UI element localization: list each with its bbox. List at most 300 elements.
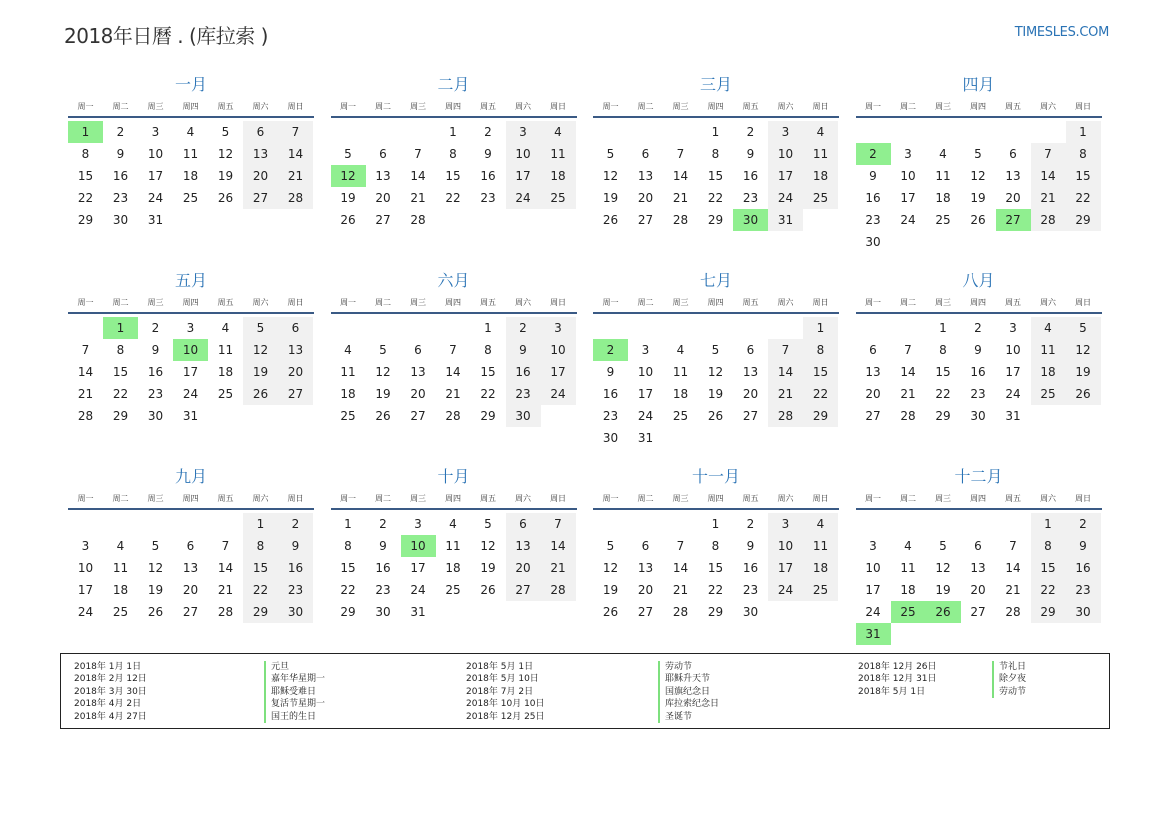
month-2 bbox=[331, 74, 577, 248]
day-cell: 21 bbox=[900, 387, 916, 401]
day-cell: 13 bbox=[243, 143, 278, 165]
weekday-label: 周二 bbox=[637, 297, 654, 307]
day-cell: 13 bbox=[278, 339, 313, 361]
day-cell: 24 bbox=[77, 605, 94, 619]
day-cell: 23 bbox=[112, 191, 129, 205]
day-cell: 3 bbox=[151, 125, 160, 139]
day-cell: 1 bbox=[1031, 513, 1066, 535]
day-cell: 31 bbox=[768, 209, 803, 231]
weekday-label: 周六 bbox=[252, 101, 269, 111]
day-cell: 9 bbox=[379, 539, 387, 553]
day-cell: 27 bbox=[375, 213, 391, 227]
day-cell: 7 bbox=[1031, 143, 1066, 165]
weekday-label: 周六 bbox=[515, 493, 531, 503]
day-cell: 10 bbox=[865, 561, 881, 575]
month-10 bbox=[331, 466, 577, 640]
day-cell: 11 bbox=[672, 365, 689, 379]
day-cell: 23 bbox=[742, 191, 759, 205]
day-cell: 28 bbox=[672, 605, 689, 619]
day-cell: 19 bbox=[1066, 361, 1101, 383]
day-cell: 4 bbox=[803, 121, 838, 143]
day-cell: 23 bbox=[278, 579, 313, 601]
day-cell: 19 bbox=[935, 583, 951, 597]
day-cell: 3 bbox=[414, 517, 422, 531]
weekday-label: 周六 bbox=[252, 297, 269, 307]
day-cell: 5 bbox=[379, 343, 387, 357]
day-cell: 28 bbox=[1005, 605, 1021, 619]
day-cell: 10 bbox=[637, 365, 654, 379]
holiday-day-cell: 25 bbox=[891, 601, 926, 623]
day-cell: 12 bbox=[480, 539, 496, 553]
day-cell: 11 bbox=[112, 561, 129, 575]
day-cell: 7 bbox=[414, 147, 422, 161]
day-cell: 21 bbox=[768, 383, 803, 405]
day-cell: 3 bbox=[1009, 321, 1017, 335]
weekday-label: 周日 bbox=[287, 297, 304, 307]
legend-holiday-name: 复活节星期一 bbox=[271, 699, 326, 710]
weekday-label: 周二 bbox=[637, 493, 654, 503]
weekday-label: 周日 bbox=[812, 493, 829, 503]
day-cell: 30 bbox=[506, 405, 541, 427]
legend-holiday-name: 库拉索纪念日 bbox=[665, 699, 720, 710]
legend-date: 2018年 2月 12日 bbox=[74, 674, 147, 685]
day-cell: 15 bbox=[445, 169, 461, 183]
day-cell: 5 bbox=[939, 539, 947, 553]
day-cell: 4 bbox=[939, 147, 947, 161]
day-cell: 7 bbox=[221, 539, 230, 553]
day-cell: 10 bbox=[1005, 343, 1021, 357]
legend-names bbox=[658, 661, 719, 723]
legend-date: 2018年 3月 30日 bbox=[74, 686, 147, 697]
day-cell: 15 bbox=[112, 365, 129, 379]
day-cell: 11 bbox=[445, 539, 461, 553]
day-cell: 8 bbox=[116, 343, 125, 357]
day-cell: 6 bbox=[869, 343, 877, 357]
weekday-label: 周日 bbox=[287, 493, 304, 503]
day-cell: 31 bbox=[147, 213, 164, 227]
weekday-label: 周五 bbox=[217, 297, 234, 307]
day-cell: 25 bbox=[935, 213, 951, 227]
day-cell: 18 bbox=[1031, 361, 1066, 383]
day-cell: 20 bbox=[637, 583, 654, 597]
day-cell: 18 bbox=[112, 583, 129, 597]
weekday-label: 周二 bbox=[900, 101, 916, 111]
weekday-label: 周四 bbox=[182, 101, 199, 111]
holiday-day-cell: 26 bbox=[926, 601, 961, 623]
day-cell: 2 bbox=[379, 517, 387, 531]
day-cell: 30 bbox=[1066, 601, 1101, 623]
day-cell: 11 bbox=[900, 561, 916, 575]
day-cell: 24 bbox=[768, 579, 803, 601]
day-cell: 20 bbox=[243, 165, 278, 187]
day-cell: 13 bbox=[970, 561, 986, 575]
day-cell: 27 bbox=[865, 409, 881, 423]
day-cell: 30 bbox=[742, 605, 759, 619]
day-cell: 15 bbox=[707, 169, 724, 183]
day-cell: 11 bbox=[803, 143, 838, 165]
weekday-label: 周五 bbox=[742, 297, 759, 307]
holiday-day-cell: 30 bbox=[733, 209, 768, 231]
weekday-label: 周三 bbox=[147, 101, 164, 111]
day-cell: 19 bbox=[340, 191, 356, 205]
day-cell: 12 bbox=[602, 169, 619, 183]
weekday-label: 周二 bbox=[375, 101, 391, 111]
day-cell: 14 bbox=[1031, 165, 1066, 187]
day-cell: 8 bbox=[711, 147, 720, 161]
day-cell: 31 bbox=[637, 431, 654, 445]
day-cell: 21 bbox=[672, 191, 689, 205]
day-cell: 7 bbox=[278, 121, 313, 143]
day-cell: 2 bbox=[746, 125, 755, 139]
day-cell: 30 bbox=[970, 409, 986, 423]
weekday-label: 周一 bbox=[865, 493, 881, 503]
legend-dates bbox=[466, 661, 545, 723]
weekday-label: 周三 bbox=[672, 297, 689, 307]
day-cell: 17 bbox=[768, 165, 803, 187]
site-link[interactable]: TIMESLES.COM bbox=[1014, 25, 1109, 40]
day-cell: 6 bbox=[746, 343, 755, 357]
day-cell: 15 bbox=[803, 361, 838, 383]
holiday-day-cell: 2 bbox=[856, 143, 891, 165]
day-cell: 19 bbox=[970, 191, 986, 205]
day-cell: 17 bbox=[865, 583, 881, 597]
month-1 bbox=[68, 74, 314, 248]
holiday-legend bbox=[60, 653, 1110, 729]
day-cell: 28 bbox=[278, 187, 313, 209]
weekday-label: 周三 bbox=[672, 101, 689, 111]
weekday-label: 周五 bbox=[1005, 297, 1021, 307]
weekday-label: 周一 bbox=[865, 297, 881, 307]
legend-holiday-name: 劳动节 bbox=[999, 686, 1027, 697]
day-cell: 14 bbox=[768, 361, 803, 383]
day-cell: 12 bbox=[935, 561, 951, 575]
day-cell: 14 bbox=[900, 365, 916, 379]
day-cell: 17 bbox=[900, 191, 916, 205]
day-cell: 28 bbox=[410, 213, 426, 227]
weekday-header bbox=[593, 488, 839, 510]
day-cell: 29 bbox=[340, 605, 356, 619]
legend-holiday-name: 耶稣受难日 bbox=[271, 686, 317, 697]
legend-date: 2018年 5月 10日 bbox=[466, 674, 539, 685]
day-cell: 4 bbox=[116, 539, 125, 553]
month-name: 九月 bbox=[174, 467, 207, 486]
legend-date: 2018年 12月 26日 bbox=[858, 662, 937, 672]
day-cell: 7 bbox=[676, 539, 685, 553]
day-cell: 28 bbox=[900, 409, 916, 423]
day-cell: 30 bbox=[278, 601, 313, 623]
legend-holiday-name: 节礼日 bbox=[999, 662, 1027, 672]
day-cell: 13 bbox=[637, 561, 654, 575]
day-cell: 1 bbox=[484, 321, 492, 335]
holiday-day-cell: 10 bbox=[173, 339, 208, 361]
holiday-day-cell: 2 bbox=[593, 339, 628, 361]
day-cell: 14 bbox=[541, 535, 576, 557]
day-cell: 22 bbox=[340, 583, 356, 597]
weekday-label: 周三 bbox=[935, 101, 951, 111]
day-cell: 12 bbox=[602, 561, 619, 575]
day-cell: 19 bbox=[147, 583, 164, 597]
weekday-header bbox=[68, 488, 314, 510]
day-cell: 11 bbox=[217, 343, 234, 357]
day-cell: 29 bbox=[77, 213, 94, 227]
day-cell: 17 bbox=[182, 365, 199, 379]
weekday-label: 周四 bbox=[970, 493, 986, 503]
day-grid bbox=[331, 510, 576, 640]
day-cell: 22 bbox=[803, 383, 838, 405]
day-cell: 27 bbox=[742, 409, 759, 423]
day-cell: 24 bbox=[1005, 387, 1021, 401]
day-cell: 29 bbox=[803, 405, 838, 427]
day-cell: 28 bbox=[768, 405, 803, 427]
day-cell: 26 bbox=[970, 213, 986, 227]
day-cell: 9 bbox=[974, 343, 982, 357]
weekday-label: 周六 bbox=[252, 493, 269, 503]
day-cell: 18 bbox=[935, 191, 951, 205]
day-cell: 2 bbox=[278, 513, 313, 535]
day-cell: 22 bbox=[445, 191, 461, 205]
weekday-label: 周二 bbox=[637, 101, 654, 111]
holiday-day-cell: 12 bbox=[331, 165, 366, 187]
day-cell: 14 bbox=[278, 143, 313, 165]
day-cell: 4 bbox=[449, 517, 457, 531]
day-cell: 26 bbox=[147, 605, 164, 619]
month-name: 十月 bbox=[437, 467, 470, 486]
day-cell: 22 bbox=[707, 583, 724, 597]
day-cell: 10 bbox=[900, 169, 916, 183]
day-cell: 5 bbox=[606, 539, 615, 553]
weekday-header bbox=[68, 96, 314, 118]
legend-holiday-name: 圣诞节 bbox=[665, 711, 693, 722]
day-cell: 25 bbox=[445, 583, 461, 597]
day-cell: 7 bbox=[541, 513, 576, 535]
day-cell: 15 bbox=[1031, 557, 1066, 579]
month-name: 三月 bbox=[699, 75, 732, 94]
weekday-label: 周二 bbox=[375, 493, 391, 503]
day-cell: 8 bbox=[711, 539, 720, 553]
day-cell: 16 bbox=[742, 561, 759, 575]
day-cell: 22 bbox=[1066, 187, 1101, 209]
day-cell: 12 bbox=[375, 365, 391, 379]
day-cell: 4 bbox=[221, 321, 230, 335]
legend-date: 2018年 12月 31日 bbox=[858, 674, 937, 685]
weekday-label: 周三 bbox=[672, 493, 689, 503]
day-cell: 29 bbox=[707, 605, 724, 619]
weekday-label: 周三 bbox=[410, 297, 426, 307]
legend-holiday-name: 国王的生日 bbox=[271, 711, 317, 722]
weekday-label: 周四 bbox=[445, 493, 461, 503]
month-5 bbox=[68, 270, 314, 444]
day-cell: 21 bbox=[410, 191, 426, 205]
day-cell: 9 bbox=[746, 539, 755, 553]
day-cell: 8 bbox=[449, 147, 457, 161]
day-cell: 4 bbox=[803, 513, 838, 535]
weekday-label: 周五 bbox=[217, 101, 234, 111]
weekday-header bbox=[856, 96, 1102, 118]
day-cell: 24 bbox=[768, 187, 803, 209]
day-cell: 5 bbox=[221, 125, 230, 139]
day-cell: 15 bbox=[340, 561, 356, 575]
day-cell: 9 bbox=[151, 343, 160, 357]
day-cell: 23 bbox=[602, 409, 619, 423]
legend-date: 2018年 4月 2日 bbox=[74, 699, 142, 710]
day-cell: 24 bbox=[541, 383, 576, 405]
weekday-label: 周二 bbox=[900, 493, 916, 503]
weekday-label: 周一 bbox=[77, 101, 94, 111]
day-cell: 12 bbox=[217, 147, 234, 161]
weekday-label: 周一 bbox=[602, 493, 619, 503]
day-cell: 3 bbox=[641, 343, 650, 357]
day-cell: 22 bbox=[935, 387, 951, 401]
month-12 bbox=[856, 466, 1102, 640]
day-cell: 8 bbox=[344, 539, 352, 553]
legend-holiday-name: 国旗纪念日 bbox=[665, 686, 711, 697]
day-cell: 13 bbox=[865, 365, 881, 379]
day-cell: 15 bbox=[707, 561, 724, 575]
weekday-label: 周三 bbox=[935, 297, 951, 307]
day-cell: 29 bbox=[1066, 209, 1101, 231]
day-cell: 5 bbox=[484, 517, 492, 531]
day-cell: 21 bbox=[1005, 583, 1021, 597]
day-cell: 16 bbox=[278, 557, 313, 579]
day-cell: 2 bbox=[506, 317, 541, 339]
day-cell: 14 bbox=[77, 365, 94, 379]
day-cell: 25 bbox=[340, 409, 356, 423]
day-grid bbox=[856, 314, 1101, 444]
weekday-label: 周五 bbox=[480, 493, 496, 503]
day-cell: 9 bbox=[278, 535, 313, 557]
day-cell: 8 bbox=[81, 147, 90, 161]
day-cell: 23 bbox=[1066, 579, 1101, 601]
day-cell: 10 bbox=[147, 147, 164, 161]
day-cell: 16 bbox=[970, 365, 986, 379]
month-name: 十二月 bbox=[954, 467, 1003, 486]
weekday-label: 周二 bbox=[112, 101, 129, 111]
day-cell: 31 bbox=[182, 409, 199, 423]
day-cell: 20 bbox=[637, 191, 654, 205]
day-cell: 4 bbox=[904, 539, 912, 553]
legend-names bbox=[992, 661, 1026, 698]
day-cell: 17 bbox=[147, 169, 164, 183]
day-cell: 22 bbox=[112, 387, 129, 401]
day-cell: 17 bbox=[410, 561, 426, 575]
day-cell: 29 bbox=[243, 601, 278, 623]
day-cell: 25 bbox=[217, 387, 234, 401]
day-cell: 6 bbox=[974, 539, 982, 553]
day-cell: 30 bbox=[112, 213, 129, 227]
day-cell: 30 bbox=[375, 605, 391, 619]
day-cell: 14 bbox=[672, 169, 689, 183]
legend-date: 2018年 10月 10日 bbox=[466, 699, 545, 710]
day-cell: 28 bbox=[77, 409, 94, 423]
day-cell: 8 bbox=[243, 535, 278, 557]
day-cell: 18 bbox=[340, 387, 356, 401]
day-cell: 3 bbox=[869, 539, 877, 553]
day-cell: 23 bbox=[147, 387, 164, 401]
weekday-label: 周五 bbox=[1005, 101, 1021, 111]
day-cell: 27 bbox=[182, 605, 199, 619]
day-cell: 24 bbox=[637, 409, 654, 423]
day-cell: 15 bbox=[1066, 165, 1101, 187]
day-cell: 15 bbox=[243, 557, 278, 579]
day-cell: 11 bbox=[935, 169, 951, 183]
day-cell: 20 bbox=[506, 557, 541, 579]
day-cell: 13 bbox=[506, 535, 541, 557]
day-cell: 25 bbox=[112, 605, 129, 619]
day-cell: 20 bbox=[970, 583, 986, 597]
day-cell: 13 bbox=[410, 365, 426, 379]
day-cell: 13 bbox=[637, 169, 654, 183]
day-cell: 11 bbox=[1031, 339, 1066, 361]
day-grid bbox=[331, 118, 576, 248]
day-cell: 26 bbox=[375, 409, 391, 423]
day-cell: 20 bbox=[182, 583, 199, 597]
legend-holiday-name: 元旦 bbox=[271, 662, 290, 672]
day-cell: 5 bbox=[606, 147, 615, 161]
day-cell: 16 bbox=[112, 169, 129, 183]
holiday-day-cell: 27 bbox=[996, 209, 1031, 231]
weekday-label: 周一 bbox=[340, 297, 356, 307]
day-cell: 14 bbox=[217, 561, 234, 575]
day-cell: 26 bbox=[340, 213, 356, 227]
weekday-header bbox=[593, 292, 839, 314]
day-cell: 23 bbox=[865, 213, 881, 227]
day-cell: 1 bbox=[803, 317, 838, 339]
weekday-label: 周一 bbox=[602, 297, 619, 307]
day-cell: 7 bbox=[676, 147, 685, 161]
weekday-label: 周日 bbox=[1075, 493, 1091, 503]
holiday-day-cell: 31 bbox=[856, 623, 891, 645]
day-grid bbox=[593, 118, 838, 248]
day-grid bbox=[68, 118, 313, 248]
weekday-label: 周六 bbox=[777, 493, 794, 503]
day-cell: 28 bbox=[1031, 209, 1066, 231]
day-grid bbox=[68, 314, 313, 444]
month-name: 十一月 bbox=[691, 467, 740, 486]
weekday-label: 周四 bbox=[445, 101, 461, 111]
day-cell: 18 bbox=[672, 387, 689, 401]
day-cell: 1 bbox=[243, 513, 278, 535]
day-cell: 7 bbox=[449, 343, 457, 357]
day-cell: 28 bbox=[217, 605, 234, 619]
day-cell: 21 bbox=[278, 165, 313, 187]
day-cell: 9 bbox=[606, 365, 615, 379]
day-cell: 7 bbox=[81, 343, 90, 357]
day-cell: 9 bbox=[1066, 535, 1101, 557]
weekday-header bbox=[331, 292, 577, 314]
holiday-day-cell: 10 bbox=[401, 535, 436, 557]
day-cell: 18 bbox=[803, 165, 838, 187]
day-cell: 6 bbox=[278, 317, 313, 339]
day-cell: 22 bbox=[480, 387, 496, 401]
weekday-label: 周三 bbox=[935, 493, 951, 503]
day-cell: 16 bbox=[742, 169, 759, 183]
day-cell: 24 bbox=[147, 191, 164, 205]
day-cell: 25 bbox=[672, 409, 689, 423]
weekday-label: 周一 bbox=[77, 297, 94, 307]
day-cell: 6 bbox=[186, 539, 195, 553]
day-cell: 19 bbox=[243, 361, 278, 383]
day-cell: 3 bbox=[904, 147, 912, 161]
weekday-label: 周一 bbox=[77, 493, 94, 503]
month-11 bbox=[593, 466, 839, 640]
day-cell: 28 bbox=[445, 409, 461, 423]
day-cell: 28 bbox=[672, 213, 689, 227]
day-cell: 16 bbox=[147, 365, 164, 379]
day-cell: 30 bbox=[147, 409, 164, 423]
day-cell: 10 bbox=[541, 339, 576, 361]
day-cell: 14 bbox=[410, 169, 426, 183]
day-cell: 11 bbox=[803, 535, 838, 557]
